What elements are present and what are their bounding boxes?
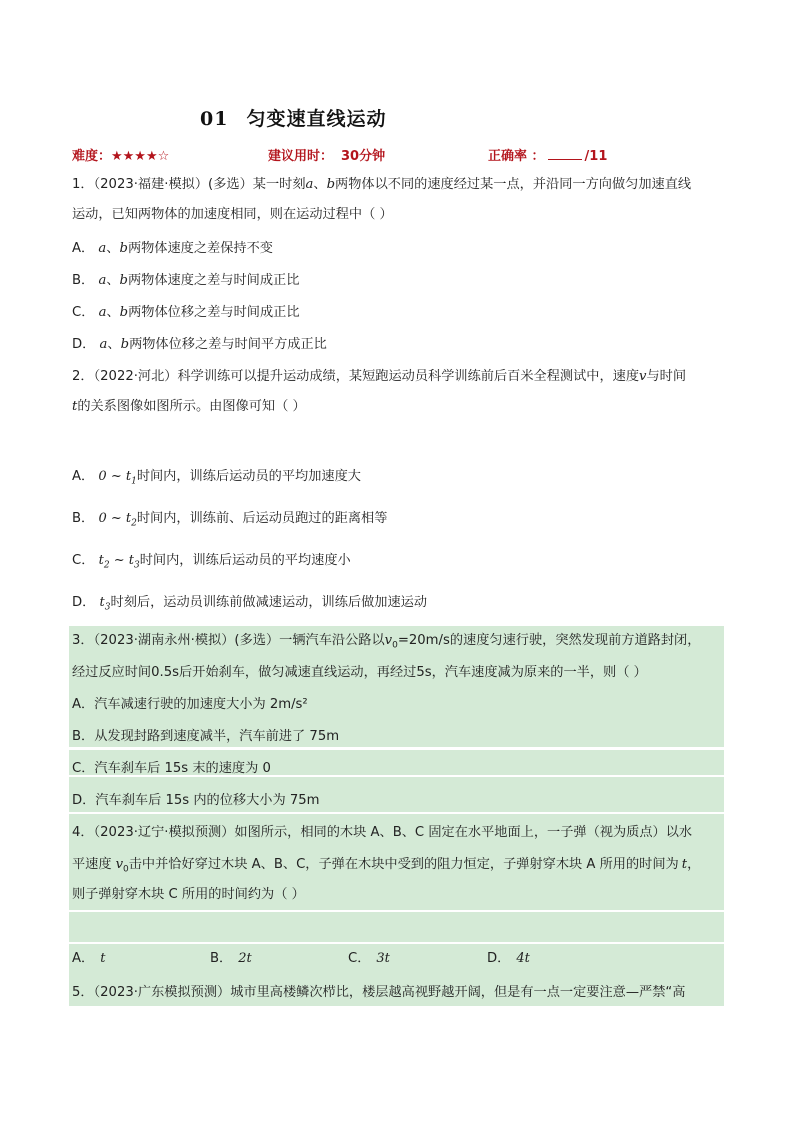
q4-stem-text: ， [687,857,701,872]
q1-var-a: a [98,241,107,256]
q1-sep: 、 [106,273,120,288]
q1-var-b: b [119,305,129,320]
q1-sep: 、 [106,241,120,256]
q1-var-b: b [120,337,130,352]
q1-stem-text: 两物体以不同的速度经过某一点，并沿同一方向做匀加速直线 [335,177,692,192]
math-sub: 0 [392,640,398,651]
q2-var-t: t [72,399,78,414]
q1-var-a: a [98,273,107,288]
option-value: 2t [238,951,252,966]
option-text: 时刻后，运动员训练前做减速运动，训练后做加速运动 [110,595,428,610]
option-text: 两物体速度之差与时间成正比 [127,273,300,288]
option-prefix: D． [487,951,511,966]
q3-stem-text: =20m/s的速度匀速行驶，突然发现前方道路封闭， [397,633,701,648]
difficulty-label: 难度：★★★★☆ [72,149,170,164]
q1-sep: 、 [107,337,121,352]
math-expr: t [99,595,105,610]
q1-option-d[interactable] [72,335,327,355]
option-prefix: B． [210,951,233,966]
option-prefix: D． [72,337,96,352]
q2-stem-text: 与时间 [646,369,687,384]
q1-var-b: b [119,241,128,256]
q4-var-v0: v [115,857,124,872]
suggested-time [268,145,385,164]
q1-sep: 、 [106,305,120,320]
q4-option-b[interactable] [210,949,252,969]
option-prefix: D． [72,595,96,610]
option-value: t [100,951,106,966]
q1-stem-line1 [72,175,691,195]
q3-var-v0: v [384,633,393,648]
math-sub: 2 [103,560,110,571]
q4-option-c[interactable] [348,949,390,969]
option-value: 3t [376,951,390,966]
math-expr: 0 ~ t [98,511,132,526]
q2-option-a[interactable] [72,467,361,492]
option-text: 时间内，训练后运动员的平均速度小 [139,553,351,568]
page-title [200,104,386,131]
option-value: 4t [516,951,530,966]
q2-option-d[interactable] [72,593,427,618]
section-title: 匀变速直线运动 [246,108,387,130]
math-sub: 3 [104,602,111,613]
q4-option-d[interactable] [487,949,530,969]
option-prefix: B． [72,273,95,288]
option-prefix: C． [72,553,95,568]
q4-option-a[interactable] [72,949,105,969]
math-expr: 0 ~ t [98,469,132,484]
accuracy-label: 正确率 ： [488,149,545,164]
option-prefix: C． [348,951,371,966]
q4-stem-line1: 4．（2023·辽宁·模拟预测）如图所示，相同的木块 A、B、C 固定在水平地面上，一子弹（视为质点）以水 [72,825,693,840]
q3-stem-line1 [72,631,700,656]
math-expr: ~ t [109,553,134,568]
option-text: 时间内，训练后运动员的平均加速度大 [136,469,361,484]
q1-option-a[interactable] [72,239,273,259]
q2-stem-text: 2．（2022·河北）科学训练可以提升运动成绩，某短跑运动员科学训练前后百米全程测试中，速度 [72,369,640,384]
q3-option-b[interactable]: B．从发现封路到速度减半，汽车前进了 75m [72,729,340,744]
q1-option-b[interactable] [72,271,299,291]
q1-var-b: b [119,273,128,288]
q1-var-b: b [326,177,336,192]
section-number: 01 [200,108,229,130]
option-text: 两物体位移之差与时间平方成正比 [129,337,327,352]
math-sub: 2 [131,518,137,529]
option-text: 时间内，训练前、后运动员跑过的距离相等 [136,511,388,526]
option-text: 两物体位移之差与时间成正比 [128,305,300,320]
accuracy-total: /11 [584,149,608,164]
q3-option-a[interactable]: A．汽车减速行驶的加速度大小为 2m/s² [72,697,308,712]
accuracy-blank [548,148,582,160]
option-prefix: A． [72,469,95,484]
q1-var-a: a [305,177,314,192]
q1-var-a: a [98,305,107,320]
q1-var-a: a [99,337,108,352]
option-prefix: A． [72,241,95,256]
highlight-row [69,912,724,942]
math-sub: 0 [123,864,129,875]
q4-var-t: t [681,857,688,872]
q4-stem-line2 [72,855,700,880]
q3-stem-text: 3．（2023·湖南永州·模拟）(多选）一辆汽车沿公路以 [72,633,385,648]
q4-stem-line3: 则子弹射穿木块 C 所用的时间约为（ ） [72,887,305,902]
option-prefix: B． [72,511,95,526]
q4-stem-text: 平速度 [72,857,112,872]
suggested-time-value: 30分钟 [341,149,386,164]
q2-stem-text: 的关系图像如图所示。由图像可知（ ） [77,399,306,414]
math-sub: 1 [131,476,137,487]
math-expr: t [98,553,104,568]
option-text: 两物体速度之差保持不变 [127,241,273,256]
option-prefix: C． [72,305,95,320]
q1-option-c[interactable] [72,303,300,323]
q1-stem-line2: 运动，已知两物体的加速度相同，则在运动过程中（ ） [72,207,393,222]
q2-var-v: v [639,369,647,384]
math-sub: 3 [133,560,140,571]
q5-stem-line1: 5．（2023·广东模拟预测）城市里高楼鳞次栉比，楼层越高视野越开阔，但是有一点一定要注意—严禁“高 [72,985,686,1000]
option-prefix: A． [72,951,95,966]
q2-stem-line1 [72,367,686,387]
suggested-time-label: 建议用时： [268,149,334,164]
q1-stem-text: 1．（2023·福建·模拟）(多选）某一时刻 [72,177,306,192]
q2-stem-line2 [72,397,306,417]
q3-option-c[interactable]: C．汽车刹车后 15s 末的速度为 0 [72,761,271,776]
q3-stem-line2: 经过反应时间0.5s后开始刹车，做匀减速直线运动，再经过5s，汽车速度减为原来的一半，则（ ） [72,665,647,680]
q1-sep: 、 [313,177,327,192]
q3-option-d[interactable]: D．汽车刹车后 15s 内的位移大小为 75m [72,793,320,808]
q2-option-c[interactable] [72,551,351,576]
q4-stem-text: 击中并恰好穿过木块 A、B、C，子弹在木块中受到的阻力恒定，子弹射穿木块 A 所用的时间为 [128,857,679,872]
accuracy [488,145,607,164]
q2-option-b[interactable] [72,509,387,534]
